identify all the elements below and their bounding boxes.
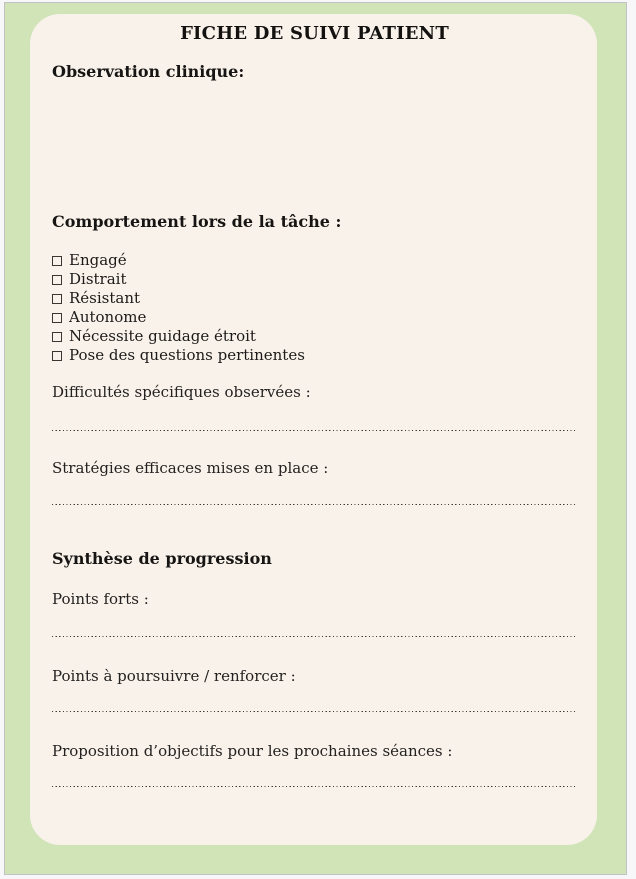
form-title: FICHE DE SUIVI PATIENT	[180, 23, 449, 44]
checkbox-label: Engagé	[69, 251, 127, 269]
checkbox-label: Distrait	[69, 270, 127, 288]
difficultes-label: Difficultés spécifiques observées :	[52, 383, 311, 401]
difficultes-answer-line[interactable]	[52, 429, 577, 431]
checkbox-label: Autonome	[69, 308, 147, 326]
checkbox-option-guidage[interactable]	[52, 327, 577, 346]
strategies-label: Stratégies efficaces mises en place :	[52, 459, 329, 477]
objectifs-label: Proposition d’objectifs pour les prochaines séances :	[52, 742, 453, 760]
checkbox-option-distrait[interactable]	[52, 270, 577, 289]
checkbox-option-questions[interactable]	[52, 346, 577, 365]
strategies-answer-line[interactable]	[52, 503, 577, 505]
points-poursuivre-label: Points à poursuivre / renforcer :	[52, 667, 296, 685]
behavior-checklist	[52, 251, 577, 365]
checkbox-icon	[52, 256, 62, 266]
checkbox-icon	[52, 332, 62, 342]
checkbox-icon	[52, 313, 62, 323]
synthese-heading: Synthèse de progression	[52, 549, 272, 568]
checkbox-icon	[52, 351, 62, 361]
checkbox-icon	[52, 275, 62, 285]
points-forts-label: Points forts :	[52, 590, 149, 608]
checkbox-option-autonome[interactable]	[52, 308, 577, 327]
comportement-heading: Comportement lors de la tâche :	[52, 212, 342, 231]
checkbox-label: Pose des questions pertinentes	[69, 346, 305, 364]
checkbox-option-resistant[interactable]	[52, 289, 577, 308]
objectifs-answer-line[interactable]	[52, 785, 577, 787]
form-page	[4, 2, 627, 875]
points-poursuivre-answer-line[interactable]	[52, 710, 577, 712]
checkbox-option-engage[interactable]	[52, 251, 577, 270]
points-forts-answer-line[interactable]	[52, 635, 577, 637]
form-card	[30, 14, 597, 845]
checkbox-label: Nécessite guidage étroit	[69, 327, 256, 345]
checkbox-icon	[52, 294, 62, 304]
observation-heading: Observation clinique:	[52, 62, 245, 81]
checkbox-label: Résistant	[69, 289, 141, 307]
